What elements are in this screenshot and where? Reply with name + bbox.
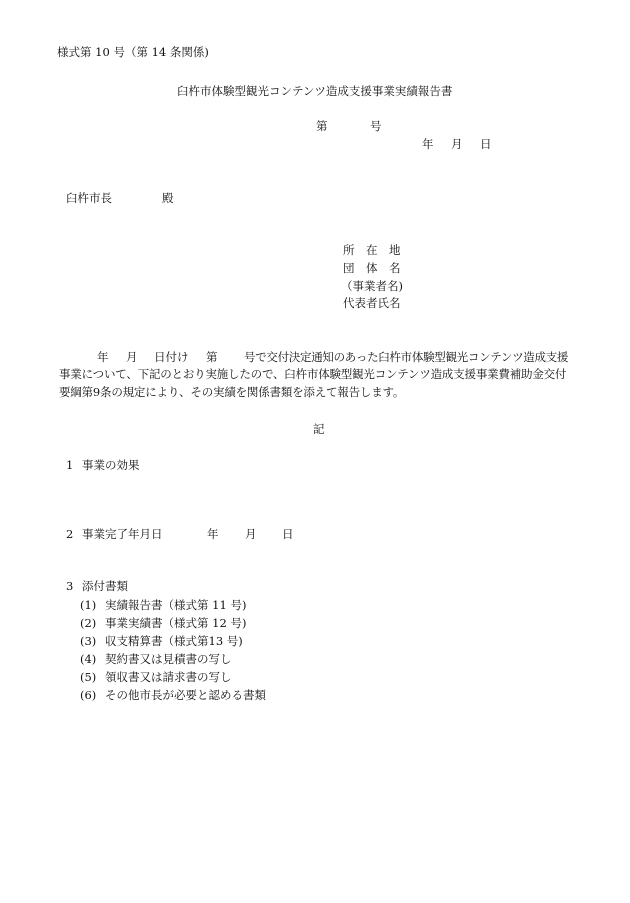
body-line-3: 要綱第9条の規定により、その実績を関係書類を添えて報告します。: [59, 385, 405, 399]
attachment-item-4-number: (4): [80, 652, 97, 666]
attachment-item-3-text: 収支精算書（様式第13 号): [105, 634, 243, 648]
section-2-number: 2: [66, 527, 74, 541]
attachment-item-4-text: 契約書又は見積書の写し: [105, 652, 232, 666]
addressee-name: 臼杵市長: [66, 191, 112, 205]
applicant-address-label: 所 在 地: [343, 243, 401, 257]
ki-heading: 記: [313, 422, 325, 436]
addressee-honorific: 殿: [162, 191, 174, 205]
attachment-item-5-text: 領収書又は請求書の写し: [105, 670, 232, 684]
attachment-item-2-text: 事業実績書（様式第 12 号): [105, 616, 247, 630]
attachment-item-3-number: (3): [80, 634, 97, 648]
date-month: 月: [451, 137, 463, 151]
section-1-label: 事業の効果: [82, 458, 140, 472]
section-3-number: 3: [66, 579, 74, 593]
form-number: 様式第 10 号（第 14 条関係): [57, 45, 209, 59]
applicant-org-label: 団 体 名: [343, 261, 401, 275]
attachment-item-1-number: (1): [80, 598, 97, 612]
attachment-item-6-text: その他市長が必要と認める書類: [105, 688, 266, 702]
date-year: 年: [422, 137, 434, 151]
body-line-2: 事業について、下記のとおり実施したので、臼杵市体験型観光コンテンツ造成支援事業費補助金交付: [59, 367, 567, 381]
attachment-item-5-number: (5): [80, 670, 97, 684]
body-line-1: 号で交付決定通知のあった臼杵市体験型観光コンテンツ造成支援: [244, 350, 569, 364]
body-dai: 第: [206, 350, 218, 364]
body-day: 日付け: [154, 350, 189, 364]
body-month: 月: [126, 350, 138, 364]
attachment-item-6-number: (6): [80, 688, 97, 702]
section-3-label: 添付書類: [82, 579, 128, 593]
doc-number-go: 号: [370, 119, 382, 133]
section-1-number: 1: [66, 458, 74, 472]
doc-number-dai: 第: [316, 119, 328, 133]
date-day: 日: [480, 137, 492, 151]
body-year: 年: [97, 350, 109, 364]
section-2-label: 事業完了年月日: [82, 527, 163, 541]
section-2-year: 年: [207, 527, 219, 541]
attachment-item-1-text: 実績報告書（様式第 11 号): [105, 598, 247, 612]
section-2-month: 月: [245, 527, 257, 541]
applicant-rep-label: 代表者氏名: [343, 296, 401, 310]
document-title: 臼杵市体験型観光コンテンツ造成支援事業実績報告書: [177, 84, 453, 98]
section-2-day: 日: [282, 527, 294, 541]
applicant-business-label: （事業者名): [341, 279, 403, 293]
attachment-item-2-number: (2): [80, 616, 97, 630]
